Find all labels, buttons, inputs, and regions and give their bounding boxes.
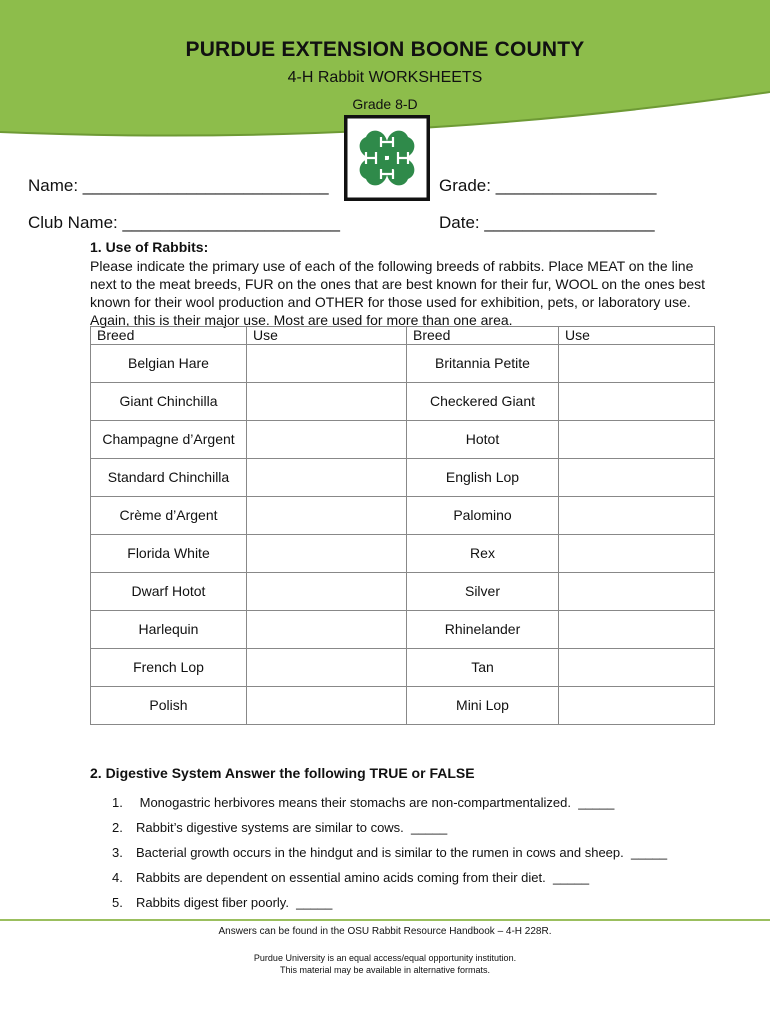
use-answer-cell[interactable]	[559, 611, 715, 649]
table-row	[91, 573, 715, 611]
equal-opportunity-statement: Purdue University is an equal access/equal opportunity institution.	[253, 953, 517, 963]
section-1-heading: 1. Use of Rabbits:	[90, 239, 209, 255]
use-answer-cell[interactable]	[247, 497, 407, 535]
breed-cell: Harlequin	[91, 611, 247, 649]
breed-cell: Champagne d’Argent	[91, 421, 247, 459]
use-answer-cell[interactable]	[559, 497, 715, 535]
alternative-formats-statement: This material may be available in alternative formats.	[279, 965, 491, 975]
column-header-breed: Breed	[91, 327, 247, 345]
use-answer-cell[interactable]	[559, 345, 715, 383]
grade-field[interactable]: Grade: _________________	[439, 176, 657, 195]
breed-cell: Rex	[407, 535, 559, 573]
use-answer-cell[interactable]	[559, 383, 715, 421]
breed-cell: Giant Chinchilla	[91, 383, 247, 421]
name-field[interactable]: Name: __________________________	[28, 176, 329, 195]
breed-cell: Checkered Giant	[407, 383, 559, 421]
use-answer-cell[interactable]	[247, 687, 407, 725]
breed-cell: Standard Chinchilla	[91, 459, 247, 497]
use-answer-cell[interactable]	[247, 345, 407, 383]
table-row	[91, 421, 715, 459]
table-row	[91, 649, 715, 687]
table-header-row	[91, 327, 715, 345]
question-text[interactable]: Monogastric herbivores means their stomachs are non-compartmentalized. _____	[136, 795, 615, 810]
use-answer-cell[interactable]	[247, 649, 407, 687]
breed-cell: Rhinelander	[407, 611, 559, 649]
column-header-use: Use	[247, 327, 407, 345]
page-subtitle: 4-H Rabbit WORKSHEETS	[287, 69, 483, 86]
question-number: 1.	[112, 795, 123, 810]
breed-cell: Mini Lop	[407, 687, 559, 725]
use-answer-cell[interactable]	[247, 383, 407, 421]
date-field[interactable]: Date: __________________	[439, 213, 655, 232]
question-text[interactable]: Rabbits are dependent on essential amino acids coming from their diet. _____	[136, 870, 590, 885]
answer-source-note: Answers can be found in the OSU Rabbit Resource Handbook – 4-H 228R.	[218, 926, 552, 937]
section-1-instructions: Please indicate the primary use of each of the following breeds of rabbits. Place MEAT on the line next to the meat breeds, FUR on the ones that are best known for their fur, WOOL on the ones best known for their wool production and OTHER for those used for exhibition, pets, or laboratory use. Again, this is their major use. Most are used for more than one area.	[90, 258, 706, 328]
table-row	[91, 611, 715, 649]
use-answer-cell[interactable]	[559, 459, 715, 497]
breed-cell: Palomino	[407, 497, 559, 535]
list-item	[112, 795, 732, 820]
grade-level-label: Grade 8-D	[352, 96, 418, 112]
column-header-breed: Breed	[407, 327, 559, 345]
table-row	[91, 383, 715, 421]
page-title: PURDUE EXTENSION BOONE COUNTY	[185, 38, 585, 61]
use-answer-cell[interactable]	[247, 573, 407, 611]
breed-cell: Polish	[91, 687, 247, 725]
list-item	[112, 845, 732, 870]
breed-cell: Crème d’Argent	[91, 497, 247, 535]
true-false-question-list	[112, 795, 732, 920]
table-row	[91, 535, 715, 573]
breed-cell: French Lop	[91, 649, 247, 687]
column-header-use: Use	[559, 327, 715, 345]
question-number: 5.	[112, 895, 123, 910]
breed-cell: Britannia Petite	[407, 345, 559, 383]
list-item	[112, 895, 732, 920]
use-answer-cell[interactable]	[247, 535, 407, 573]
use-answer-cell[interactable]	[247, 421, 407, 459]
table-row	[91, 459, 715, 497]
4-h-clover-icon	[344, 115, 430, 201]
footer-disclaimer	[0, 952, 770, 976]
use-answer-cell[interactable]	[559, 649, 715, 687]
footer-divider	[0, 919, 770, 921]
breed-cell: Tan	[407, 649, 559, 687]
table-row	[91, 497, 715, 535]
breed-cell: Silver	[407, 573, 559, 611]
question-text[interactable]: Bacterial growth occurs in the hindgut and is similar to the rumen in cows and sheep. _____	[136, 845, 668, 860]
list-item	[112, 870, 732, 895]
use-answer-cell[interactable]	[559, 421, 715, 459]
use-answer-cell[interactable]	[559, 573, 715, 611]
breed-use-table	[90, 326, 715, 725]
use-answer-cell[interactable]	[559, 535, 715, 573]
breed-cell: Belgian Hare	[91, 345, 247, 383]
club-name-field[interactable]: Club Name: _______________________	[28, 213, 340, 232]
table-row	[91, 687, 715, 725]
breed-cell: Hotot	[407, 421, 559, 459]
question-text[interactable]: Rabbit’s digestive systems are similar to cows. _____	[136, 820, 448, 835]
question-number: 2.	[112, 820, 123, 835]
section-2-heading: 2. Digestive System Answer the following TRUE or FALSE	[90, 765, 475, 781]
breed-cell: Florida White	[91, 535, 247, 573]
breed-cell: English Lop	[407, 459, 559, 497]
question-number: 3.	[112, 845, 123, 860]
use-answer-cell[interactable]	[247, 611, 407, 649]
list-item	[112, 820, 732, 845]
question-text[interactable]: Rabbits digest fiber poorly. _____	[136, 895, 333, 910]
use-answer-cell[interactable]	[559, 687, 715, 725]
use-answer-cell[interactable]	[247, 459, 407, 497]
breed-cell: Dwarf Hotot	[91, 573, 247, 611]
question-number: 4.	[112, 870, 123, 885]
table-row	[91, 345, 715, 383]
